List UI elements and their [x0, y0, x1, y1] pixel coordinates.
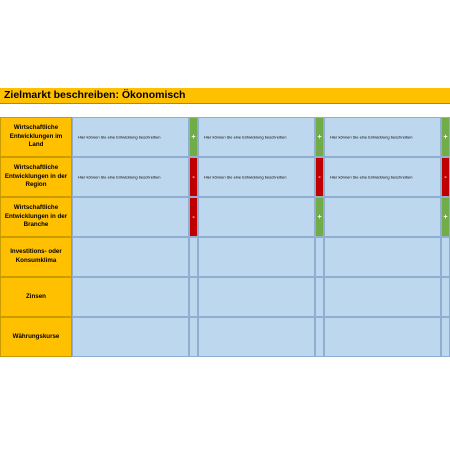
indicator-cell-empty[interactable]	[189, 277, 198, 317]
indicator-cell-empty[interactable]	[441, 317, 450, 357]
description-text: Hier können Sie eine Entwicklung beschreiben	[204, 174, 287, 180]
indicator-cell-empty[interactable]	[315, 277, 324, 317]
description-cell[interactable]	[198, 117, 315, 157]
description-cell[interactable]	[324, 157, 441, 197]
minus-indicator[interactable]: -	[315, 157, 324, 197]
description-cell[interactable]	[72, 157, 189, 197]
description-text: Hier können Sie eine Entwicklung beschreiben	[204, 134, 287, 140]
description-cell[interactable]	[72, 117, 189, 157]
indicator-cell-empty[interactable]	[189, 237, 198, 277]
indicator-cell-empty[interactable]	[441, 237, 450, 277]
description-text: Hier können Sie eine Entwicklung beschreiben	[330, 174, 413, 180]
row-label: Zinsen	[0, 277, 72, 317]
description-cell[interactable]	[72, 237, 189, 277]
indicator-cell-empty[interactable]	[315, 317, 324, 357]
spacer-row	[0, 104, 450, 117]
assessment-grid	[0, 117, 450, 359]
description-cell[interactable]	[198, 197, 315, 237]
plus-indicator[interactable]: +	[441, 117, 450, 157]
description-cell[interactable]	[324, 317, 441, 357]
page-title: Zielmarkt beschreiben: Ökonomisch	[4, 89, 186, 101]
description-cell[interactable]	[72, 277, 189, 317]
description-cell[interactable]	[324, 117, 441, 157]
minus-indicator[interactable]: -	[189, 197, 198, 237]
description-text: Hier können Sie eine Entwicklung beschreiben	[330, 134, 413, 140]
plus-indicator[interactable]: +	[315, 197, 324, 237]
row-label: Wirtschaftliche Entwicklungen in der Region	[0, 157, 72, 197]
description-text: Hier können Sie eine Entwicklung beschreiben	[78, 174, 161, 180]
plus-indicator[interactable]: +	[315, 117, 324, 157]
description-cell[interactable]	[198, 237, 315, 277]
indicator-cell-empty[interactable]	[441, 277, 450, 317]
row-label: Wirtschaftliche Entwicklungen in der Branche	[0, 197, 72, 237]
description-cell[interactable]	[198, 277, 315, 317]
indicator-cell-empty[interactable]	[189, 317, 198, 357]
plus-indicator[interactable]: +	[441, 197, 450, 237]
description-cell[interactable]	[324, 277, 441, 317]
minus-indicator[interactable]: -	[189, 157, 198, 197]
indicator-cell-empty[interactable]	[315, 237, 324, 277]
description-text: Hier können Sie eine Entwicklung beschreiben	[78, 134, 161, 140]
description-cell[interactable]	[72, 197, 189, 237]
description-cell[interactable]	[198, 157, 315, 197]
plus-indicator[interactable]: +	[189, 117, 198, 157]
minus-indicator[interactable]: -	[441, 157, 450, 197]
row-label: Wirtschaftliche Entwicklungen im Land	[0, 117, 72, 157]
row-label: Investitions- oder Konsumklima	[0, 237, 72, 277]
title-bar	[0, 88, 450, 104]
description-cell[interactable]	[198, 317, 315, 357]
description-cell[interactable]	[72, 317, 189, 357]
row-label: Währungskurse	[0, 317, 72, 357]
description-cell[interactable]	[324, 237, 441, 277]
description-cell[interactable]	[324, 197, 441, 237]
